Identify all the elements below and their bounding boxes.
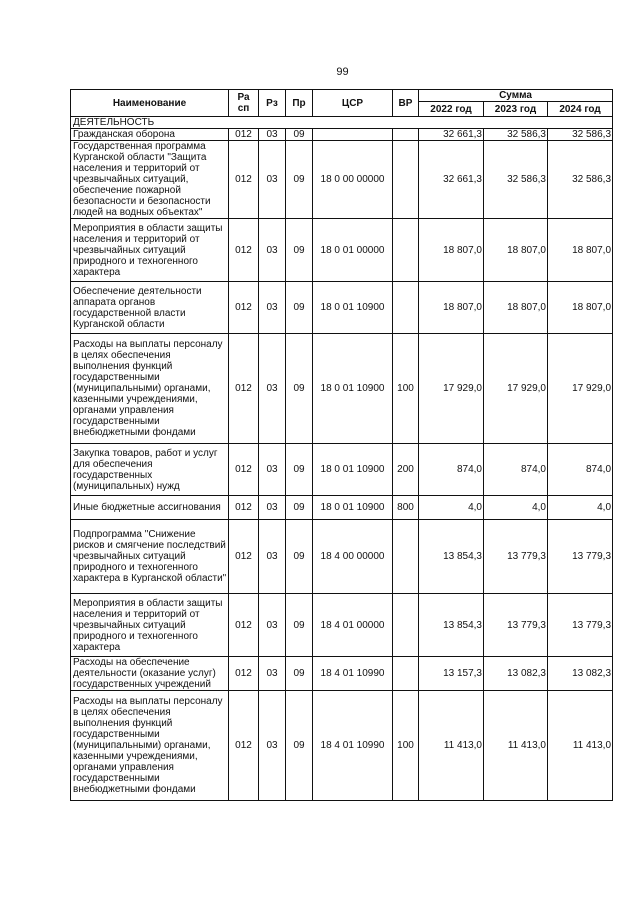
- row-rasp: 012: [229, 219, 259, 282]
- row-vr: 200: [393, 444, 419, 496]
- row-rasp: 012: [229, 691, 259, 801]
- row-amount-2022: 18 807,0: [419, 282, 484, 334]
- row-pr: 09: [286, 129, 313, 141]
- row-amount-2023: 17 929,0: [484, 334, 548, 444]
- row-csr: 18 0 01 10900: [313, 282, 393, 334]
- row-csr: 18 0 01 00000: [313, 219, 393, 282]
- row-name: Расходы на выплаты персоналу в целях обеспечения выполнения функций государственными (муниципальными) органами, казенными учреждениями, органами управления государственными внебюджетными фондами: [71, 334, 229, 444]
- row-rasp: 012: [229, 129, 259, 141]
- row-amount-2023: 32 586,3: [484, 141, 548, 219]
- row-name: Иные бюджетные ассигнования: [71, 496, 229, 520]
- table-row: [71, 141, 613, 219]
- row-amount-2024: 32 586,3: [548, 141, 613, 219]
- row-amount-2024: 17 929,0: [548, 334, 613, 444]
- row-rz: 03: [259, 496, 286, 520]
- table-body: [71, 117, 613, 801]
- row-rz: 03: [259, 657, 286, 691]
- page-number: 99: [336, 66, 349, 78]
- row-amount-2024: 4,0: [548, 496, 613, 520]
- row-rz: 03: [259, 520, 286, 594]
- row-csr: 18 4 01 00000: [313, 594, 393, 657]
- row-amount-2022: 17 929,0: [419, 334, 484, 444]
- header-year-2022: 2022 год: [419, 102, 484, 117]
- row-vr: [393, 141, 419, 219]
- header-year-2023: 2023 год: [484, 102, 548, 117]
- row-csr: 18 0 01 10900: [313, 444, 393, 496]
- row-pr: 09: [286, 334, 313, 444]
- row-amount-2023: 13 779,3: [484, 594, 548, 657]
- row-amount-2023: 18 807,0: [484, 282, 548, 334]
- row-amount-2023: 32 586,3: [484, 129, 548, 141]
- row-name: Государственная программа Курганской области "Защита населения и территорий от чрезвычайных ситуаций, обеспечение пожарной безопасности и безопасности людей на водных объектах": [71, 141, 229, 219]
- table-row: [71, 496, 613, 520]
- table-row: [71, 594, 613, 657]
- row-rz: 03: [259, 594, 286, 657]
- row-rasp: 012: [229, 657, 259, 691]
- row-amount-2022: 32 661,3: [419, 141, 484, 219]
- row-pr: 09: [286, 594, 313, 657]
- table-row: [71, 444, 613, 496]
- row-csr: 18 4 01 10990: [313, 691, 393, 801]
- row-amount-2024: 18 807,0: [548, 282, 613, 334]
- row-rasp: 012: [229, 594, 259, 657]
- row-amount-2024: 13 779,3: [548, 520, 613, 594]
- row-amount-2022: 11 413,0: [419, 691, 484, 801]
- row-vr: [393, 282, 419, 334]
- header-sum: Сумма: [419, 90, 613, 102]
- header-csr: ЦСР: [313, 90, 393, 117]
- table-row: [71, 334, 613, 444]
- row-rasp: 012: [229, 520, 259, 594]
- budget-table: [70, 89, 613, 801]
- row-vr: [393, 657, 419, 691]
- row-rasp: 012: [229, 496, 259, 520]
- row-amount-2023: 13 779,3: [484, 520, 548, 594]
- row-amount-2024: 874,0: [548, 444, 613, 496]
- row-csr: [313, 129, 393, 141]
- row-name: Подпрограмма "Снижение рисков и смягчение последствий чрезвычайных ситуаций природного и техногенного характера в Курганской области": [71, 520, 229, 594]
- row-name: Расходы на обеспечение деятельности (оказание услуг) государственных учреждений: [71, 657, 229, 691]
- row-rz: 03: [259, 444, 286, 496]
- row-name: Мероприятия в области защиты населения и территорий от чрезвычайных ситуаций природного и техногенного характера: [71, 219, 229, 282]
- row-rz: 03: [259, 129, 286, 141]
- row-pr: 09: [286, 141, 313, 219]
- table-header: [71, 90, 613, 117]
- row-csr: 18 4 01 10990: [313, 657, 393, 691]
- header-vr: ВР: [393, 90, 419, 117]
- row-vr: [393, 219, 419, 282]
- row-amount-2022: 32 661,3: [419, 129, 484, 141]
- row-csr: 18 4 00 00000: [313, 520, 393, 594]
- row-pr: 09: [286, 444, 313, 496]
- row-pr: 09: [286, 657, 313, 691]
- row-amount-2024: 32 586,3: [548, 129, 613, 141]
- table-row: [71, 657, 613, 691]
- row-vr: 800: [393, 496, 419, 520]
- row-rasp: 012: [229, 141, 259, 219]
- row-name: Гражданская оборона: [71, 129, 229, 141]
- row-rasp: 012: [229, 334, 259, 444]
- row-vr: 100: [393, 334, 419, 444]
- row-amount-2024: 18 807,0: [548, 219, 613, 282]
- row-amount-2024: 13 779,3: [548, 594, 613, 657]
- row-amount-2022: 13 157,3: [419, 657, 484, 691]
- row-pr: 09: [286, 282, 313, 334]
- row-amount-2024: 13 082,3: [548, 657, 613, 691]
- row-amount-2023: 13 082,3: [484, 657, 548, 691]
- row-amount-2024: 11 413,0: [548, 691, 613, 801]
- row-amount-2022: 13 854,3: [419, 594, 484, 657]
- table-row: [71, 129, 613, 141]
- row-csr: 18 0 00 00000: [313, 141, 393, 219]
- row-name: Расходы на выплаты персоналу в целях обеспечения выполнения функций государственными (муниципальными) органами, казенными учреждениями, органами управления государственными внебюджетными фондами: [71, 691, 229, 801]
- row-vr: [393, 520, 419, 594]
- header-name: Наименование: [71, 90, 229, 117]
- section-title: ДЕЯТЕЛЬНОСТЬ: [71, 117, 613, 129]
- row-rasp: 012: [229, 282, 259, 334]
- table-row: [71, 282, 613, 334]
- row-vr: 100: [393, 691, 419, 801]
- table-row: [71, 691, 613, 801]
- table-row: [71, 520, 613, 594]
- row-amount-2023: 4,0: [484, 496, 548, 520]
- row-pr: 09: [286, 219, 313, 282]
- table-row: [71, 219, 613, 282]
- row-name: Закупка товаров, работ и услуг для обеспечения государственных (муниципальных) нужд: [71, 444, 229, 496]
- row-name: Мероприятия в области защиты населения и территорий от чрезвычайных ситуаций природного и техногенного характера: [71, 594, 229, 657]
- row-amount-2022: 874,0: [419, 444, 484, 496]
- row-amount-2023: 18 807,0: [484, 219, 548, 282]
- row-rz: 03: [259, 219, 286, 282]
- row-amount-2022: 4,0: [419, 496, 484, 520]
- header-rz: Рз: [259, 90, 286, 117]
- row-rz: 03: [259, 334, 286, 444]
- row-amount-2023: 874,0: [484, 444, 548, 496]
- row-amount-2022: 13 854,3: [419, 520, 484, 594]
- row-rz: 03: [259, 282, 286, 334]
- row-amount-2022: 18 807,0: [419, 219, 484, 282]
- row-rasp: 012: [229, 444, 259, 496]
- row-name: Обеспечение деятельности аппарата органов государственной власти Курганской области: [71, 282, 229, 334]
- header-rasp: Ра сп: [229, 90, 259, 117]
- row-vr: [393, 594, 419, 657]
- header-year-2024: 2024 год: [548, 102, 613, 117]
- row-pr: 09: [286, 496, 313, 520]
- row-csr: 18 0 01 10900: [313, 334, 393, 444]
- section-row: [71, 117, 613, 129]
- row-pr: 09: [286, 691, 313, 801]
- row-rz: 03: [259, 141, 286, 219]
- row-rz: 03: [259, 691, 286, 801]
- row-pr: 09: [286, 520, 313, 594]
- row-csr: 18 0 01 10900: [313, 496, 393, 520]
- row-vr: [393, 129, 419, 141]
- row-amount-2023: 11 413,0: [484, 691, 548, 801]
- header-pr: Пр: [286, 90, 313, 117]
